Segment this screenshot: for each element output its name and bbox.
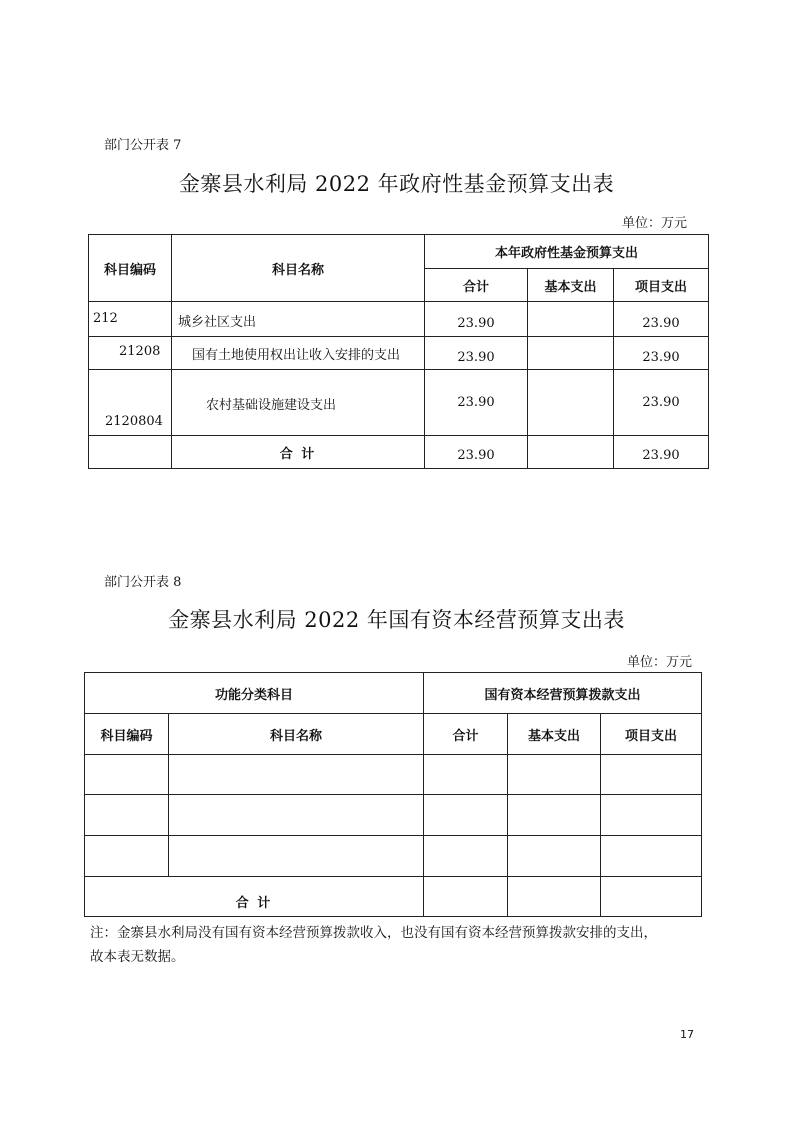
table-row — [85, 836, 702, 877]
row-code: 212 — [89, 302, 172, 337]
empty-cell — [85, 836, 169, 877]
empty-cell — [424, 836, 508, 877]
table8 — [84, 672, 702, 917]
sum-project: 23.90 — [614, 436, 709, 469]
row-name: 城乡社区支出 — [172, 302, 425, 337]
table7-header-basic: 基本支出 — [528, 269, 614, 302]
table8-header-total: 合计 — [424, 714, 508, 755]
row-code: 2120804 — [89, 370, 172, 436]
table8-tag: 部门公开表 8 — [104, 575, 182, 590]
table8-header-project: 项目支出 — [601, 714, 702, 755]
table-sum-row — [85, 877, 702, 917]
table7-header-total: 合计 — [425, 269, 528, 302]
table8-note — [90, 921, 730, 969]
sum-total: 23.90 — [425, 436, 528, 469]
table8-header-basic: 基本支出 — [508, 714, 601, 755]
table7-tag: 部门公开表 7 — [104, 138, 182, 153]
table7-unit: 单位：万元 — [622, 216, 688, 231]
sum-project — [601, 877, 702, 917]
table-row — [85, 795, 702, 836]
table7 — [88, 234, 709, 469]
empty-cell — [508, 755, 601, 795]
row-name: 国有土地使用权出让收入安排的支出 — [172, 337, 425, 370]
row-total: 23.90 — [425, 337, 528, 370]
sum-label: 合 计 — [85, 877, 424, 917]
table-sum-row — [89, 436, 709, 469]
empty-cell — [601, 836, 702, 877]
note-line-2: 故本表无数据。 — [90, 949, 185, 965]
sum-basic — [528, 436, 614, 469]
table-row — [89, 302, 709, 337]
table-row — [89, 370, 709, 436]
table8-header-group: 国有资本经营预算拨款支出 — [424, 673, 702, 714]
empty-cell — [424, 755, 508, 795]
row-project: 23.90 — [614, 302, 709, 337]
empty-cell — [601, 755, 702, 795]
table7-header-name: 科目名称 — [172, 235, 425, 302]
table8-header-function: 功能分类科目 — [85, 673, 424, 714]
row-basic — [528, 370, 614, 436]
sum-basic — [508, 877, 601, 917]
table8-header-code: 科目编码 — [85, 714, 169, 755]
table7-header-group: 本年政府性基金预算支出 — [425, 235, 709, 269]
row-project: 23.90 — [614, 337, 709, 370]
empty-cell — [508, 795, 601, 836]
empty-cell — [508, 836, 601, 877]
empty-cell — [169, 795, 424, 836]
sum-label: 合 计 — [172, 436, 425, 469]
row-total: 23.90 — [425, 370, 528, 436]
empty-cell — [169, 755, 424, 795]
page-number: 17 — [680, 1028, 694, 1041]
note-line-1: 注：金寨县水利局没有国有资本经营预算拨款收入，也没有国有资本经营预算拨款安排的支出， — [90, 925, 657, 941]
row-total: 23.90 — [425, 302, 528, 337]
table-row — [85, 755, 702, 795]
empty-cell — [601, 795, 702, 836]
table7-title: 金寨县水利局 2022 年政府性基金预算支出表 — [178, 172, 615, 196]
empty-cell — [85, 795, 169, 836]
table8-unit: 单位：万元 — [627, 655, 693, 670]
table8-title: 金寨县水利局 2022 年国有资本经营预算支出表 — [168, 608, 625, 632]
table8-header-name: 科目名称 — [169, 714, 424, 755]
sum-total — [424, 877, 508, 917]
table7-header-code: 科目编码 — [89, 235, 172, 302]
table7-header-project: 项目支出 — [614, 269, 709, 302]
row-name: 农村基础设施建设支出 — [172, 370, 425, 436]
empty-cell — [85, 755, 169, 795]
row-basic — [528, 337, 614, 370]
row-code: 21208 — [89, 337, 172, 370]
row-basic — [528, 302, 614, 337]
row-project: 23.90 — [614, 370, 709, 436]
table-row — [89, 337, 709, 370]
empty-cell — [169, 836, 424, 877]
empty-cell — [424, 795, 508, 836]
sum-code — [89, 436, 172, 469]
